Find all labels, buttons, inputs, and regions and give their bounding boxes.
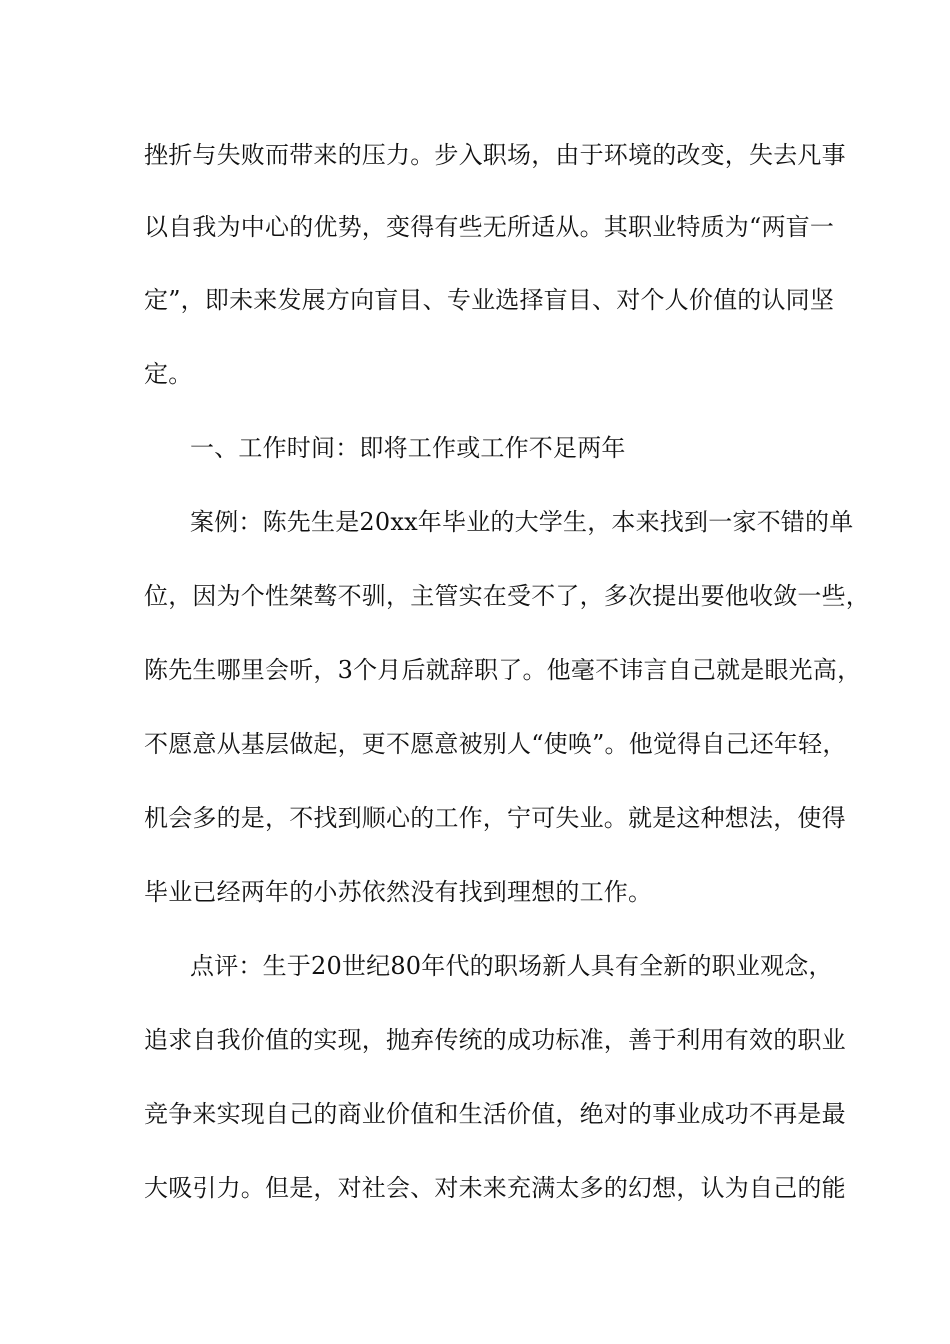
paragraph-line: 追求自我价值的实现，抛弃传统的成功标准，善于利用有效的职业 xyxy=(144,1026,846,1054)
paragraph-line: 定。 xyxy=(144,360,193,388)
paragraph-line: 陈先生哪里会听，3个月后就辞职了。他毫不讳言自己就是眼光高， xyxy=(144,656,862,684)
paragraph-line: 机会多的是，不找到顺心的工作，宁可失业。就是这种想法，使得 xyxy=(144,804,846,832)
paragraph-line: 以自我为中心的优势，变得有些无所适从。其职业特质为“两盲一 xyxy=(144,213,835,241)
paragraph-line: 竞争来实现自己的商业价值和生活价值，绝对的事业成功不再是最 xyxy=(144,1100,846,1128)
paragraph-line: 位，因为个性桀骜不驯，主管实在受不了，多次提出要他收敛一些， xyxy=(144,582,870,610)
paragraph-line: 案例：陈先生是20xx年毕业的大学生，本来找到一家不错的单 xyxy=(190,508,854,536)
section-heading: 一、工作时间：即将工作或工作不足两年 xyxy=(190,434,626,462)
paragraph-line: 大吸引力。但是，对社会、对未来充满太多的幻想，认为自己的能 xyxy=(144,1174,846,1202)
paragraph-line: 不愿意从基层做起，更不愿意被别人“使唤”。他觉得自己还年轻， xyxy=(144,730,847,758)
paragraph-line: 定”，即未来发展方向盲目、专业选择盲目、对个人价值的认同坚 xyxy=(144,286,835,314)
paragraph-line: 挫折与失败而带来的压力。步入职场，由于环境的改变，失去凡事 xyxy=(144,141,846,169)
paragraph-line: 点评：生于20世纪80年代的职场新人具有全新的职业观念， xyxy=(190,952,833,980)
paragraph-line: 毕业已经两年的小苏依然没有找到理想的工作。 xyxy=(144,878,653,906)
